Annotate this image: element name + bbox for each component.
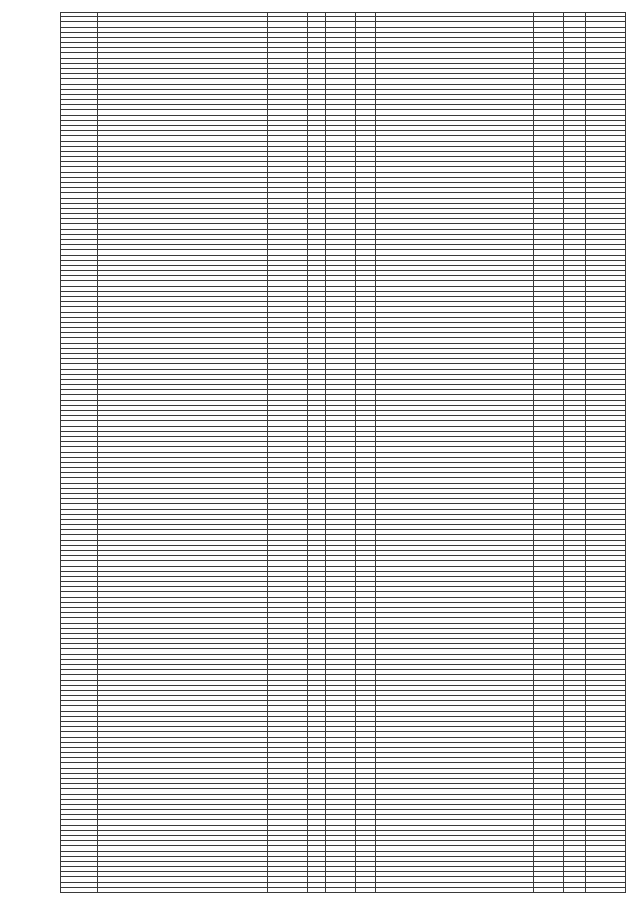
table-cell (586, 888, 626, 893)
table-row (60, 888, 626, 893)
table-cell (356, 888, 376, 893)
data-table (60, 12, 586, 893)
table-cell (98, 888, 268, 893)
table-cell (268, 888, 308, 893)
spreadsheet-page (60, 12, 586, 893)
table-cell (564, 888, 586, 893)
table-cell (534, 888, 564, 893)
table-cell (308, 888, 326, 893)
table-cell (326, 888, 356, 893)
table-cell (60, 888, 98, 893)
table-cell (376, 888, 534, 893)
